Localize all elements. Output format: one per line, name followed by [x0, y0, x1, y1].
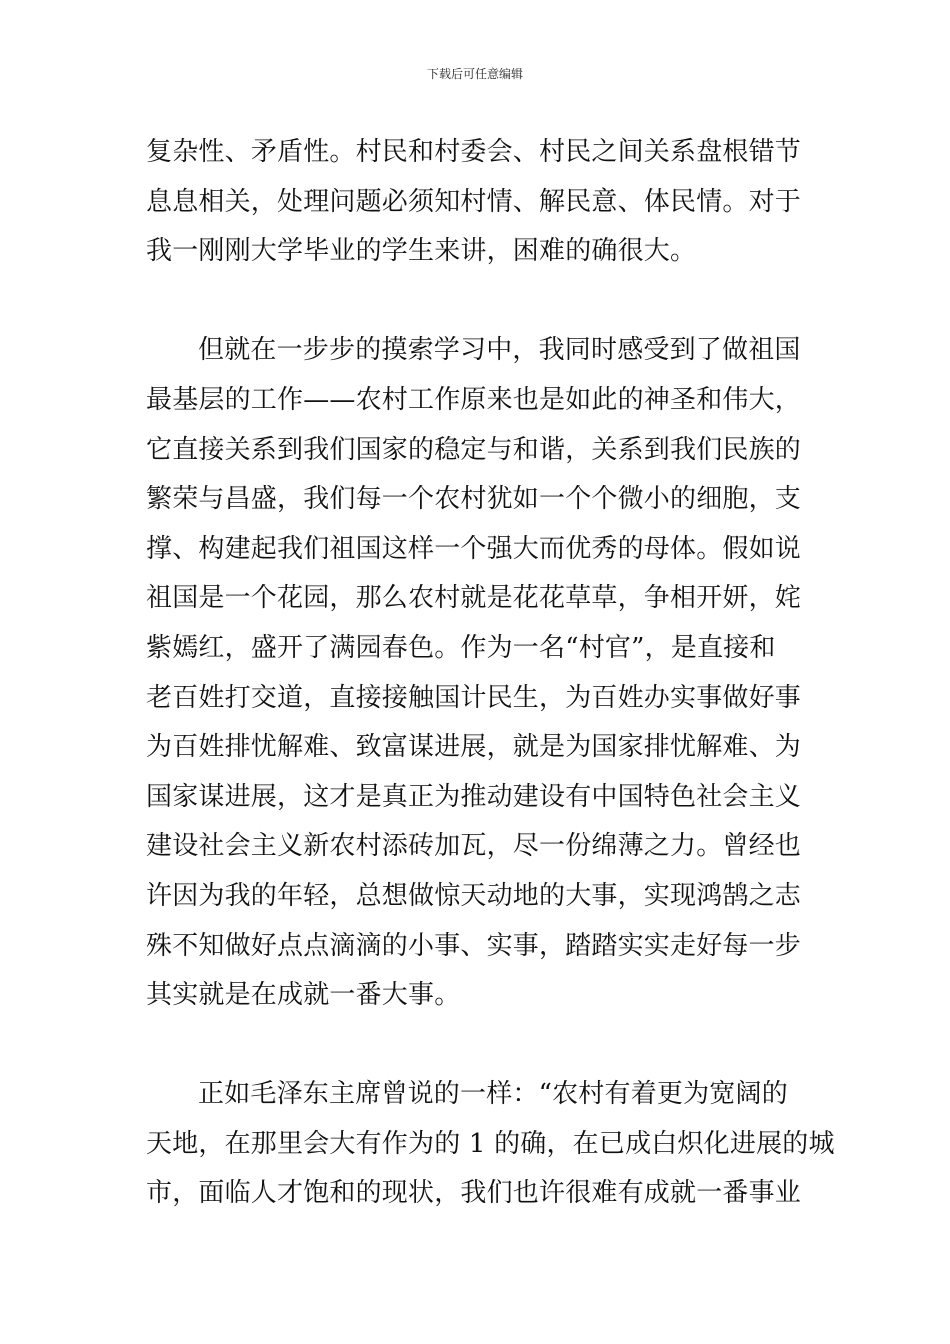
text-line: 殊不知做好点点滴滴的小事、实事，踏踏实实走好每一步 [146, 930, 802, 961]
paragraph-1 [146, 128, 811, 277]
text-line: 为百姓排忧解难、致富谋进展，就是为国家排忧解难、为 [146, 732, 802, 763]
paragraph-3 [146, 1070, 835, 1219]
text-line: 老百姓打交道，直接接触国计民生，为百姓办实事做好事 [146, 682, 802, 713]
paragraph-2 [146, 326, 811, 1020]
text-line: 我一刚刚大学毕业的学生来讲，困难的确很大。 [146, 236, 697, 267]
text-line: 它直接关系到我们国家的稳定与和谐，关系到我们民族的 [146, 434, 802, 465]
text-line: 最基层的工作——农村工作原来也是如此的神圣和伟大， [146, 384, 802, 415]
text-line: 国家谋进展，这才是真正为推动建设有中国特色社会主义 [146, 781, 802, 812]
text-line: 建设社会主义新农村添砖加瓦，尽一份绵薄之力。曾经也 [146, 831, 802, 862]
paragraph-gap [146, 277, 811, 327]
text-line: 繁荣与昌盛，我们每一个农村犹如一个个微小的细胞，支 [146, 484, 802, 515]
text-line: 复杂性、矛盾性。村民和村委会、村民之间关系盘根错节 [146, 137, 802, 167]
page-header: 下载后可任意编辑 [426, 67, 523, 81]
text-line: 许因为我的年轻，总想做惊天动地的大事，实现鸿鹄之志 [146, 880, 802, 911]
text-line: 其实就是在成就一番大事。 [146, 980, 461, 1011]
text-line: 天地，在那里会大有作为的 1 的确，在已成白炽化进展的城 [146, 1128, 835, 1159]
text-line: 祖国是一个花园，那么农村就是花花草草，争相开妍，姹 [146, 583, 802, 614]
text-line: 撑、构建起我们祖国这样一个强大而优秀的母体。假如说 [146, 533, 802, 564]
text-line: 市，面临人才饱和的现状，我们也许很难有成就一番事业 [146, 1178, 802, 1209]
text-line: 紫嫣红，盛开了满园春色。作为一名“村官”，是直接和 [146, 632, 776, 663]
paragraph-gap [146, 1021, 811, 1071]
text-line: 但就在一步步的摸索学习中，我同时感受到了做祖国 [198, 335, 801, 366]
text-line: 息息相关，处理问题必须知村情、解民意、体民情。对于 [146, 186, 802, 217]
text-line: 正如毛泽东主席曾说的一样：“农村有着更为宽阔的 [198, 1079, 788, 1110]
document-body [146, 128, 835, 1219]
